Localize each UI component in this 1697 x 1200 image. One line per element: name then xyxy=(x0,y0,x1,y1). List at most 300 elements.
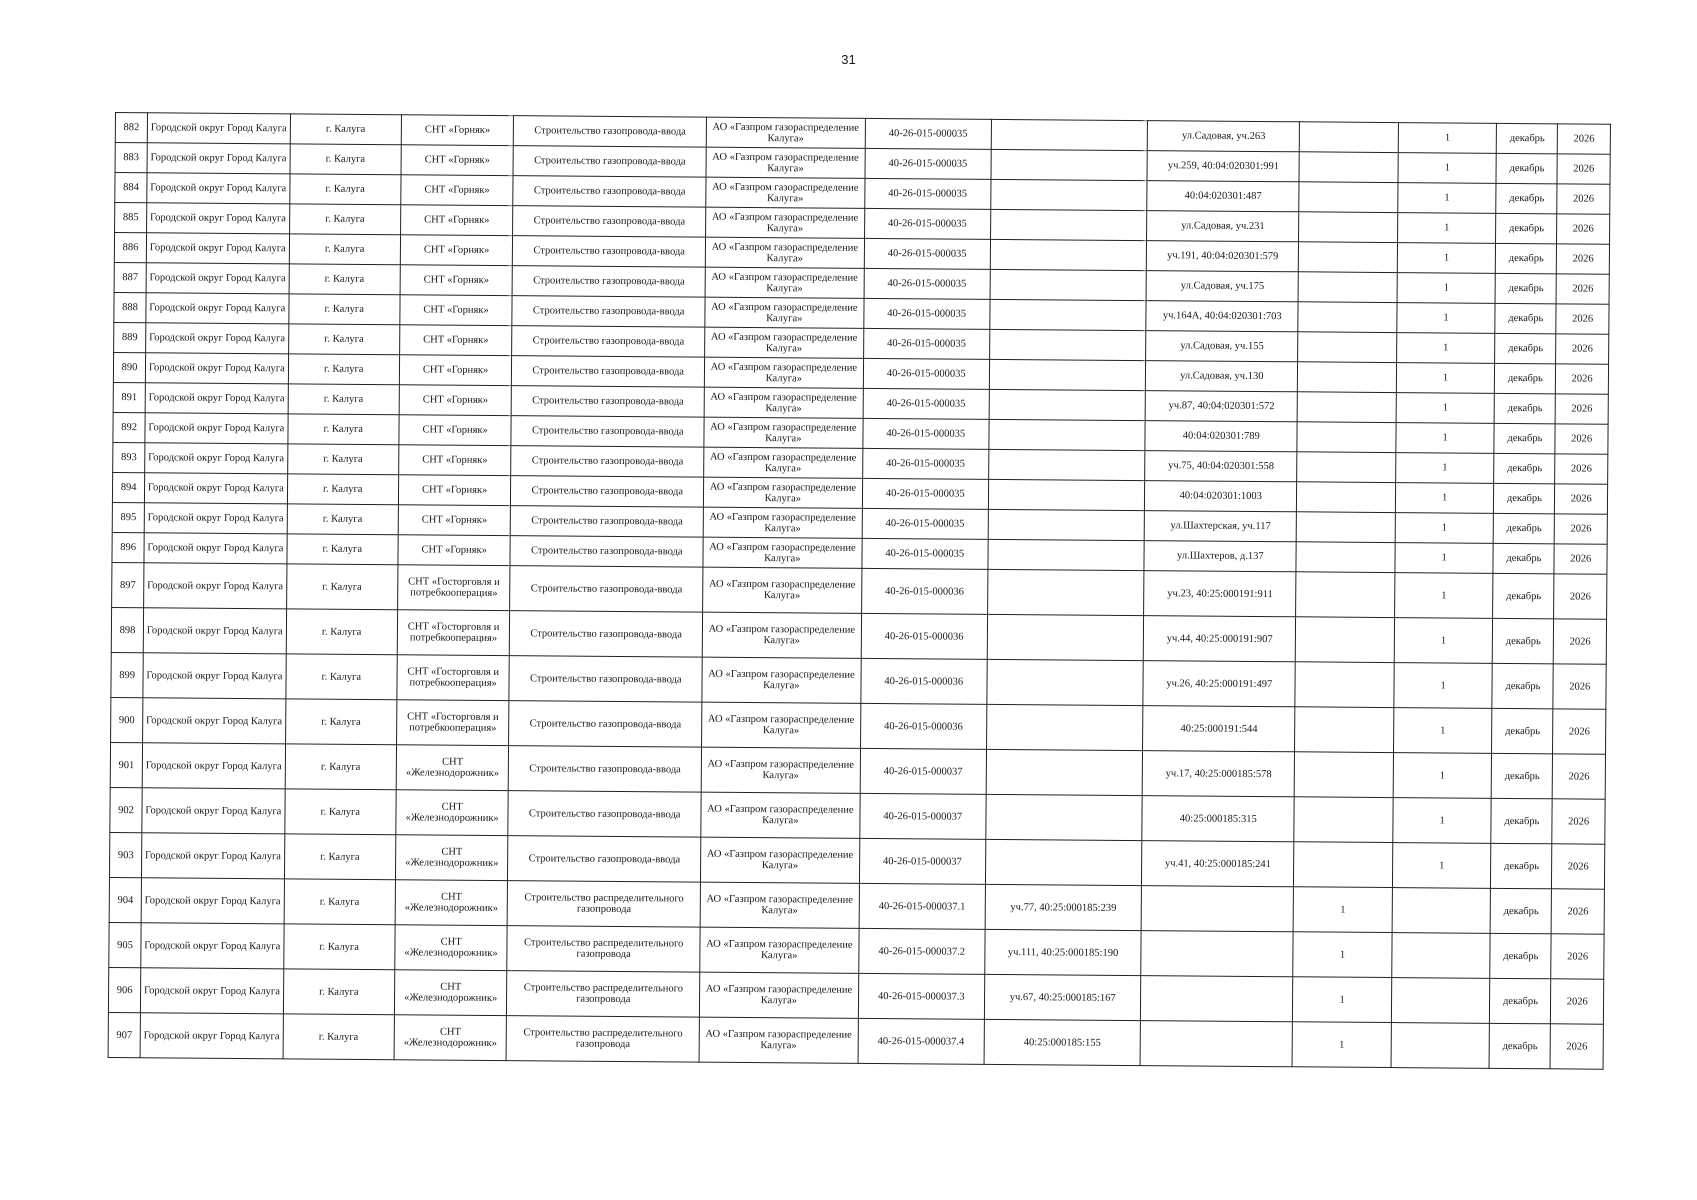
year-cell: 2026 xyxy=(1550,1024,1603,1069)
address-distribution-cell: 40:25:000185:155 xyxy=(984,1019,1141,1065)
snt-name-cell: СНТ «Госторговля и потребкооперация» xyxy=(398,565,511,611)
city-cell: г. Калуга xyxy=(288,294,400,325)
organization-cell: АО «Газпром газораспределение Калуга» xyxy=(703,567,862,613)
work-type-cell: Строительство газопровода-ввода xyxy=(514,116,707,148)
count-distribution-cell xyxy=(1298,332,1397,363)
count-input-cell: 1 xyxy=(1396,333,1495,364)
municipal-district-cell: Городской округ Город Калуга xyxy=(141,923,284,969)
work-type-cell: Строительство газопровода-ввода xyxy=(512,296,705,328)
organization-cell: АО «Газпром газораспределение Калуга» xyxy=(705,237,864,268)
count-input-cell xyxy=(1391,978,1490,1024)
city-cell: г. Калуга xyxy=(288,384,400,415)
count-input-cell: 1 xyxy=(1394,618,1493,664)
organization-cell: АО «Газпром газораспределение Калуга» xyxy=(706,147,865,178)
city-cell: г. Калуга xyxy=(287,504,399,535)
snt-name-cell: СНТ «Горняк» xyxy=(400,325,513,356)
address-input-cell xyxy=(1141,976,1293,1022)
month-cell: декабрь xyxy=(1494,483,1555,513)
city-cell: г. Калуга xyxy=(288,354,400,385)
year-cell: 2026 xyxy=(1555,484,1608,514)
address-input-cell: уч.191, 40:04:020301:579 xyxy=(1147,241,1299,272)
work-type-cell: Строительство газопровода-ввода xyxy=(509,701,702,748)
row-number-cell: 886 xyxy=(114,233,146,263)
object-code-cell: 40-26-015-000037.3 xyxy=(858,973,985,1019)
work-type-cell: Строительство газопровода-ввода xyxy=(512,326,705,358)
municipal-district-cell: Городской округ Город Калуга xyxy=(142,788,285,834)
address-input-cell: уч.23, 40:25:000191:911 xyxy=(1144,571,1296,617)
city-cell: г. Калуга xyxy=(286,564,398,610)
row-number-cell: 905 xyxy=(109,922,141,967)
address-distribution-cell xyxy=(987,659,1144,705)
organization-cell: АО «Газпром газораспределение Калуга» xyxy=(705,327,864,358)
address-distribution-cell xyxy=(989,389,1146,420)
count-distribution-cell xyxy=(1299,182,1398,213)
address-distribution-cell: уч.67, 40:25:000185:167 xyxy=(984,974,1141,1020)
month-cell: декабрь xyxy=(1490,888,1551,933)
work-type-cell: Строительство газопровода-ввода xyxy=(512,266,705,298)
count-distribution-cell xyxy=(1295,752,1394,798)
count-distribution-cell xyxy=(1296,572,1395,618)
count-distribution-cell xyxy=(1299,242,1398,273)
count-input-cell: 1 xyxy=(1397,303,1496,334)
address-distribution-cell xyxy=(985,839,1142,885)
snt-name-cell: СНТ «Госторговля и потребкооперация» xyxy=(396,700,509,746)
row-number-cell: 889 xyxy=(114,322,146,352)
year-cell: 2026 xyxy=(1557,244,1610,274)
snt-name-cell: СНТ «Госторговля и потребкооперация» xyxy=(397,655,510,701)
city-cell: г. Калуга xyxy=(283,969,395,1015)
snt-name-cell: СНТ «Горняк» xyxy=(398,505,511,536)
city-cell: г. Калуга xyxy=(284,834,396,880)
organization-cell: АО «Газпром газораспределение Калуга» xyxy=(703,537,862,568)
year-cell: 2026 xyxy=(1557,214,1610,244)
address-input-cell: ул.Шахтеров, д.137 xyxy=(1144,541,1296,572)
municipal-district-cell: Городской округ Город Калуга xyxy=(141,878,284,924)
organization-cell: АО «Газпром газораспределение Калуга» xyxy=(705,267,864,298)
address-input-cell: уч.259, 40:04:020301:991 xyxy=(1147,151,1299,182)
municipal-district-cell: Городской округ Город Калуга xyxy=(144,503,287,534)
municipal-district-cell: Городской округ Город Калуга xyxy=(145,413,288,444)
count-distribution-cell xyxy=(1294,842,1393,888)
address-input-cell: ул.Садовая, уч.231 xyxy=(1147,211,1299,242)
count-distribution-cell xyxy=(1297,512,1396,543)
month-cell: декабрь xyxy=(1494,423,1555,453)
snt-name-cell: СНТ «Железнодорожник» xyxy=(394,1015,507,1061)
count-input-cell: 1 xyxy=(1398,123,1497,154)
snt-name-cell: СНТ «Железнодорожник» xyxy=(396,745,509,791)
year-cell: 2026 xyxy=(1553,664,1606,709)
address-distribution-cell xyxy=(990,239,1147,270)
work-type-cell: Строительство газопровода-ввода xyxy=(513,146,706,178)
row-number-cell: 907 xyxy=(108,1012,140,1057)
address-distribution-cell xyxy=(991,179,1148,210)
address-distribution-cell xyxy=(989,449,1146,480)
count-input-cell: 1 xyxy=(1397,273,1496,304)
work-type-cell: Строительство газопровода-ввода xyxy=(513,236,706,268)
work-type-cell: Строительство распределительного газопровода xyxy=(507,881,700,928)
count-distribution-cell xyxy=(1299,212,1398,243)
object-code-cell: 40-26-015-000035 xyxy=(862,538,989,569)
address-distribution-cell xyxy=(991,149,1148,180)
address-input-cell xyxy=(1141,931,1293,977)
object-code-cell: 40-26-015-000037.4 xyxy=(858,1018,985,1064)
month-cell: декабрь xyxy=(1496,153,1557,183)
snt-name-cell: СНТ «Горняк» xyxy=(399,385,512,416)
row-number-cell: 882 xyxy=(115,113,147,143)
object-code-cell: 40-26-015-000037 xyxy=(859,793,986,839)
work-type-cell: Строительство газопровода-ввода xyxy=(511,476,704,508)
organization-cell: АО «Газпром газораспределение Калуга» xyxy=(704,477,863,508)
organization-cell: АО «Газпром газораспределение Калуга» xyxy=(701,792,860,838)
organization-cell: АО «Газпром газораспределение Калуга» xyxy=(700,927,859,973)
city-cell: г. Калуга xyxy=(285,744,397,790)
work-type-cell: Строительство газопровода-ввода xyxy=(510,536,703,568)
count-input-cell: 1 xyxy=(1397,213,1496,244)
page-number: 31 xyxy=(841,52,856,67)
city-cell: г. Калуга xyxy=(290,144,402,175)
row-number-cell: 904 xyxy=(109,877,141,922)
year-cell: 2026 xyxy=(1553,709,1606,754)
address-distribution-cell xyxy=(988,569,1145,615)
year-cell: 2026 xyxy=(1556,394,1609,424)
address-distribution-cell: уч.111, 40:25:000185:190 xyxy=(985,929,1142,975)
year-cell: 2026 xyxy=(1554,544,1607,574)
address-distribution-cell xyxy=(988,539,1145,570)
snt-name-cell: СНТ «Горняк» xyxy=(400,205,513,236)
municipal-district-cell: Городской округ Город Калуга xyxy=(146,323,289,354)
month-cell: декабрь xyxy=(1496,243,1557,273)
month-cell: декабрь xyxy=(1494,513,1555,543)
month-cell: декабрь xyxy=(1492,663,1553,708)
organization-cell: АО «Газпром газораспределение Калуга» xyxy=(705,297,864,328)
address-distribution-cell xyxy=(990,209,1147,240)
municipal-district-cell: Городской округ Город Калуга xyxy=(147,173,290,204)
year-cell: 2026 xyxy=(1554,574,1607,619)
month-cell: декабрь xyxy=(1489,1023,1550,1068)
municipal-district-cell: Городской округ Город Калуга xyxy=(145,473,288,504)
table-body xyxy=(108,113,1610,1070)
object-code-cell: 40-26-015-000035 xyxy=(863,358,990,389)
organization-cell: АО «Газпром газораспределение Калуга» xyxy=(701,747,860,793)
snt-name-cell: СНТ «Горняк» xyxy=(400,295,513,326)
work-type-cell: Строительство распределительного газопровода xyxy=(506,1016,699,1063)
city-cell: г. Калуга xyxy=(287,474,399,505)
object-code-cell: 40-26-015-000035 xyxy=(862,418,989,449)
municipal-district-cell: Городской округ Город Калуга xyxy=(143,608,286,654)
row-number-cell: 901 xyxy=(110,742,142,787)
address-distribution-cell xyxy=(990,269,1147,300)
object-code-cell: 40-26-015-000035 xyxy=(864,208,991,239)
count-input-cell: 1 xyxy=(1395,543,1494,574)
work-type-cell: Строительство газопровода-ввода xyxy=(509,656,702,703)
object-code-cell: 40-26-015-000037.2 xyxy=(858,928,985,974)
count-distribution-cell: 1 xyxy=(1292,1022,1391,1068)
address-input-cell: 40:04:020301:487 xyxy=(1147,181,1299,212)
count-distribution-cell xyxy=(1296,617,1395,663)
month-cell: декабрь xyxy=(1496,213,1557,243)
month-cell: декабрь xyxy=(1495,363,1556,393)
address-distribution-cell xyxy=(988,509,1145,540)
object-code-cell: 40-26-015-000037 xyxy=(859,838,986,884)
snt-name-cell: СНТ «Горняк» xyxy=(399,355,512,386)
month-cell: декабрь xyxy=(1497,123,1558,153)
snt-name-cell: СНТ «Железнодорожник» xyxy=(394,970,507,1016)
count-input-cell: 1 xyxy=(1393,798,1492,844)
municipal-district-cell: Городской округ Город Калуга xyxy=(146,233,289,264)
address-distribution-cell xyxy=(986,749,1143,795)
object-code-cell: 40-26-015-000037.1 xyxy=(859,883,986,929)
city-cell: г. Калуга xyxy=(287,414,399,445)
address-input-cell: уч.75, 40:04:020301:558 xyxy=(1145,451,1297,482)
count-input-cell: 1 xyxy=(1395,483,1494,514)
count-input-cell: 1 xyxy=(1392,843,1491,889)
month-cell: декабрь xyxy=(1494,453,1555,483)
address-input-cell xyxy=(1141,886,1293,932)
city-cell: г. Калуга xyxy=(289,234,401,265)
municipal-district-cell: Городской округ Город Калуга xyxy=(146,293,289,324)
count-input-cell: 1 xyxy=(1393,708,1492,754)
organization-cell: АО «Газпром газораспределение Калуга» xyxy=(704,447,863,478)
address-input-cell: уч.26, 40:25:000191:497 xyxy=(1143,661,1295,707)
row-number-cell: 884 xyxy=(115,173,147,203)
municipal-district-cell: Городской округ Город Калуга xyxy=(146,263,289,294)
row-number-cell: 885 xyxy=(115,203,147,233)
row-number-cell: 897 xyxy=(112,562,144,607)
municipal-district-cell: Городской округ Город Калуга xyxy=(144,563,287,609)
address-distribution-cell: уч.77, 40:25:000185:239 xyxy=(985,884,1142,930)
row-number-cell: 898 xyxy=(111,607,143,652)
organization-cell: АО «Газпром газораспределение Калуга» xyxy=(700,882,859,928)
count-distribution-cell xyxy=(1295,707,1394,753)
count-input-cell xyxy=(1391,1023,1490,1069)
month-cell: декабрь xyxy=(1491,798,1552,843)
address-input-cell: 40:25:000185:315 xyxy=(1142,796,1294,842)
address-distribution-cell xyxy=(988,479,1145,510)
object-code-cell: 40-26-015-000035 xyxy=(863,328,990,359)
address-distribution-cell xyxy=(990,329,1147,360)
count-input-cell: 1 xyxy=(1396,393,1495,424)
organization-cell: АО «Газпром газораспределение Калуга» xyxy=(706,117,865,148)
work-type-cell: Строительство газопровода-ввода xyxy=(510,566,703,613)
snt-name-cell: СНТ «Железнодорожник» xyxy=(395,880,508,926)
municipal-district-cell: Городской округ Город Калуга xyxy=(140,1013,283,1059)
address-input-cell: уч.41, 40:25:000185:241 xyxy=(1142,841,1294,887)
address-input-cell: ул.Шахтерская, уч.117 xyxy=(1144,511,1296,542)
year-cell: 2026 xyxy=(1555,514,1608,544)
year-cell: 2026 xyxy=(1553,754,1606,799)
municipal-district-cell: Городской округ Город Калуга xyxy=(142,833,285,879)
city-cell: г. Калуга xyxy=(285,654,397,700)
municipal-district-cell: Городской округ Город Калуга xyxy=(141,968,284,1014)
organization-cell: АО «Газпром газораспределение Калуга» xyxy=(704,357,863,388)
city-cell: г. Калуга xyxy=(287,444,399,475)
city-cell: г. Калуга xyxy=(289,204,401,235)
count-distribution-cell: 1 xyxy=(1293,887,1392,933)
object-code-cell: 40-26-015-000036 xyxy=(861,568,988,614)
work-type-cell: Строительство газопровода-ввода xyxy=(513,206,706,238)
organization-cell: АО «Газпром газораспределение Калуга» xyxy=(702,612,861,658)
count-distribution-cell xyxy=(1300,122,1399,153)
organization-cell: АО «Газпром газораспределение Калуга» xyxy=(706,177,865,208)
address-distribution-cell xyxy=(989,419,1146,450)
row-number-cell: 883 xyxy=(115,143,147,173)
snt-name-cell: СНТ «Железнодорожник» xyxy=(395,925,508,971)
organization-cell: АО «Газпром газораспределение Калуга» xyxy=(699,1017,858,1063)
address-input-cell xyxy=(1140,1021,1292,1067)
address-input-cell: ул.Садовая, уч.130 xyxy=(1146,361,1298,392)
year-cell: 2026 xyxy=(1556,274,1609,304)
work-type-cell: Строительство газопровода-ввода xyxy=(508,836,701,883)
object-code-cell: 40-26-015-000036 xyxy=(861,613,988,659)
count-distribution-cell xyxy=(1298,302,1397,333)
count-input-cell: 1 xyxy=(1398,153,1497,184)
row-number-cell: 888 xyxy=(114,292,146,322)
object-code-cell: 40-26-015-000037 xyxy=(860,748,987,794)
snt-name-cell: СНТ «Горняк» xyxy=(400,265,513,296)
month-cell: декабрь xyxy=(1492,708,1553,753)
object-code-cell: 40-26-015-000035 xyxy=(863,388,990,419)
address-input-cell: ул.Садовая, уч.175 xyxy=(1146,271,1298,302)
snt-name-cell: СНТ «Железнодорожник» xyxy=(395,835,508,881)
work-type-cell: Строительство газопровода-ввода xyxy=(511,506,704,538)
organization-cell: АО «Газпром газораспределение Калуга» xyxy=(700,972,859,1018)
row-number-cell: 891 xyxy=(113,382,145,412)
address-input-cell: уч.17, 40:25:000185:578 xyxy=(1142,751,1294,797)
city-cell: г. Калуга xyxy=(287,534,399,565)
month-cell: декабрь xyxy=(1493,543,1554,573)
snt-name-cell: СНТ «Горняк» xyxy=(401,175,514,206)
snt-name-cell: СНТ «Горняк» xyxy=(399,445,512,476)
row-number-cell: 892 xyxy=(113,412,145,442)
row-number-cell: 899 xyxy=(111,652,143,697)
work-type-cell: Строительство газопровода-ввода xyxy=(511,446,704,478)
work-type-cell: Строительство газопровода-ввода xyxy=(508,791,701,838)
snt-name-cell: СНТ «Горняк» xyxy=(400,235,513,266)
year-cell: 2026 xyxy=(1552,799,1605,844)
city-cell: г. Калуга xyxy=(285,699,397,745)
count-distribution-cell: 1 xyxy=(1293,932,1392,978)
city-cell: г. Калуга xyxy=(289,264,401,295)
count-distribution-cell xyxy=(1295,662,1394,708)
city-cell: г. Калуга xyxy=(289,174,401,205)
count-distribution-cell xyxy=(1297,452,1396,483)
snt-name-cell: СНТ «Горняк» xyxy=(401,115,514,146)
month-cell: декабрь xyxy=(1493,573,1554,618)
address-distribution-cell xyxy=(989,359,1146,390)
month-cell: декабрь xyxy=(1491,843,1552,888)
row-number-cell: 887 xyxy=(114,262,146,292)
count-input-cell: 1 xyxy=(1396,423,1495,454)
city-cell: г. Калуга xyxy=(283,1014,395,1060)
municipal-district-cell: Городской округ Город Калуга xyxy=(147,203,290,234)
address-input-cell: уч.44, 40:25:000191:907 xyxy=(1144,616,1296,662)
municipal-district-cell: Городской округ Город Калуга xyxy=(145,383,288,414)
address-input-cell: уч.164А, 40:04:020301:703 xyxy=(1146,301,1298,332)
municipal-district-cell: Городской округ Город Калуга xyxy=(143,698,286,744)
year-cell: 2026 xyxy=(1555,454,1608,484)
row-number-cell: 890 xyxy=(113,352,145,382)
count-input-cell xyxy=(1392,888,1491,934)
count-distribution-cell xyxy=(1296,542,1395,573)
object-code-cell: 40-26-015-000035 xyxy=(865,148,992,179)
work-type-cell: Строительство газопровода-ввода xyxy=(512,356,705,388)
object-code-cell: 40-26-015-000035 xyxy=(863,298,990,329)
work-type-cell: Строительство газопровода-ввода xyxy=(509,746,702,793)
month-cell: декабрь xyxy=(1490,933,1551,978)
month-cell: декабрь xyxy=(1493,618,1554,663)
municipal-district-cell: Городской округ Город Калуга xyxy=(142,743,285,789)
count-distribution-cell xyxy=(1297,422,1396,453)
count-distribution-cell: 1 xyxy=(1293,977,1392,1023)
count-input-cell xyxy=(1392,933,1491,979)
work-type-cell: Строительство газопровода-ввода xyxy=(513,176,706,208)
object-code-cell: 40-26-015-000035 xyxy=(864,268,991,299)
address-input-cell: 40:04:020301:789 xyxy=(1145,421,1297,452)
year-cell: 2026 xyxy=(1557,154,1610,184)
object-code-cell: 40-26-015-000035 xyxy=(862,508,989,539)
object-code-cell: 40-26-015-000036 xyxy=(860,658,987,704)
work-type-cell: Строительство газопровода-ввода xyxy=(510,611,703,658)
snt-name-cell: СНТ «Госторговля и потребкооперация» xyxy=(397,610,510,656)
snt-name-cell: СНТ «Железнодорожник» xyxy=(396,790,509,836)
address-input-cell: ул.Садовая, уч.155 xyxy=(1146,331,1298,362)
year-cell: 2026 xyxy=(1555,424,1608,454)
row-number-cell: 893 xyxy=(113,442,145,472)
city-cell: г. Калуга xyxy=(284,789,396,835)
address-distribution-cell xyxy=(987,614,1144,660)
count-input-cell: 1 xyxy=(1394,573,1493,619)
year-cell: 2026 xyxy=(1558,124,1611,154)
work-type-cell: Строительство газопровода-ввода xyxy=(511,416,704,448)
address-distribution-cell xyxy=(986,704,1143,750)
city-cell: г. Калуга xyxy=(286,609,398,655)
organization-cell: АО «Газпром газораспределение Калуга» xyxy=(702,702,861,748)
year-cell: 2026 xyxy=(1557,184,1610,214)
month-cell: декабрь xyxy=(1496,183,1557,213)
city-cell: г. Калуга xyxy=(283,924,395,970)
gasification-table xyxy=(108,112,1611,1070)
address-distribution-cell xyxy=(991,119,1148,150)
work-type-cell: Строительство газопровода-ввода xyxy=(511,386,704,418)
row-number-cell: 906 xyxy=(108,967,140,1012)
month-cell: декабрь xyxy=(1495,333,1556,363)
snt-name-cell: СНТ «Горняк» xyxy=(398,475,511,506)
year-cell: 2026 xyxy=(1552,844,1605,889)
month-cell: декабрь xyxy=(1492,753,1553,798)
count-input-cell: 1 xyxy=(1396,363,1495,394)
year-cell: 2026 xyxy=(1551,934,1604,979)
address-input-cell: уч.87, 40:04:020301:572 xyxy=(1145,391,1297,422)
count-input-cell: 1 xyxy=(1393,753,1492,799)
work-type-cell: Строительство распределительного газопровода xyxy=(507,926,700,973)
municipal-district-cell: Городской округ Город Калуга xyxy=(147,143,290,174)
row-number-cell: 894 xyxy=(112,472,144,502)
year-cell: 2026 xyxy=(1552,889,1605,934)
month-cell: декабрь xyxy=(1495,273,1556,303)
count-distribution-cell xyxy=(1297,392,1396,423)
month-cell: декабрь xyxy=(1490,978,1551,1023)
row-number-cell: 903 xyxy=(109,832,141,877)
address-distribution-cell xyxy=(986,794,1143,840)
address-distribution-cell xyxy=(990,299,1147,330)
row-number-cell: 900 xyxy=(111,697,143,742)
count-distribution-cell xyxy=(1294,797,1393,843)
organization-cell: АО «Газпром газораспределение Калуга» xyxy=(704,387,863,418)
address-input-cell: ул.Садовая, уч.263 xyxy=(1148,121,1300,152)
year-cell: 2026 xyxy=(1554,619,1607,664)
address-input-cell: 40:04:020301:1003 xyxy=(1145,481,1297,512)
object-code-cell: 40-26-015-000035 xyxy=(864,178,991,209)
